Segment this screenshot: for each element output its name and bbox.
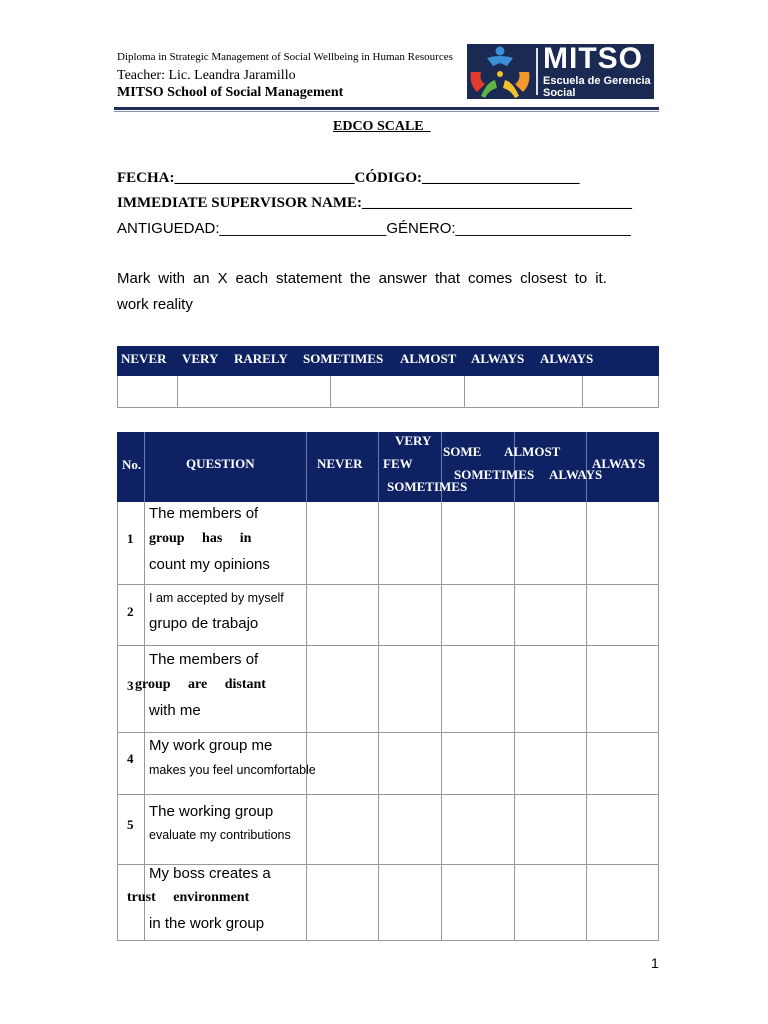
scale-label-almost: ALMOST (400, 351, 457, 366)
header-sometimes: SOMETIMES (387, 479, 468, 494)
logo-subtitle-2: Social (543, 87, 576, 99)
logo-name: MITSO (543, 42, 643, 75)
header-some: SOME (443, 444, 482, 459)
question-text: group are distant (135, 677, 266, 692)
header-always: ALWAYS (592, 456, 646, 471)
instructions-line-2: work reality (117, 296, 193, 313)
row-number: 2 (127, 604, 134, 619)
question-text: grupo de trabajo (149, 615, 259, 632)
question-text: trust environment (127, 890, 250, 905)
question-text: My work group me (149, 737, 273, 754)
scale-label-never: NEVER (121, 351, 167, 366)
people-logo-icon (467, 44, 533, 99)
seniority-gender-field[interactable]: ANTIGUEDAD:____________________GÉNERO:_____________________ (117, 220, 631, 237)
question-text: makes you feel uncomfortable (149, 763, 316, 777)
page-title: EDCO SCALE (333, 119, 424, 134)
header-very: VERY (395, 433, 432, 448)
question-text: The members of (149, 505, 259, 522)
logo-subtitle-1: Escuela de Gerencia (543, 75, 651, 87)
scale-table (117, 346, 659, 408)
mitso-logo (467, 44, 654, 99)
header-no: No. (122, 457, 142, 472)
row-number: 1 (127, 531, 134, 546)
question-text: I am accepted by myself (149, 591, 284, 605)
question-table-header (117, 432, 659, 502)
row-number: 4 (127, 751, 134, 766)
scale-label-rarely: RARELY (234, 351, 288, 366)
supervisor-field[interactable]: IMMEDIATE SUPERVISOR NAME:____________________________________ (117, 195, 633, 211)
question-text: The members of (149, 651, 259, 668)
scale-label-always-2: ALWAYS (540, 351, 594, 366)
header-always-sub: ALWAYS (549, 467, 603, 482)
header-few: FEW (383, 456, 413, 471)
header-almost: ALMOST (504, 444, 561, 459)
row-number: 5 (127, 817, 134, 832)
header-rule-thin (114, 111, 659, 112)
logo-divider (536, 48, 538, 95)
question-text: My boss creates a (149, 865, 271, 882)
school-name: MITSO School of Social Management (117, 85, 344, 100)
question-text: evaluate my contributions (149, 828, 291, 842)
course-title: Diploma in Strategic Management of Social Wellbeing in Human Resources (117, 51, 453, 63)
header-never: NEVER (317, 456, 363, 471)
scale-label-sometimes: SOMETIMES (303, 351, 384, 366)
scale-label-always-1: ALWAYS (471, 351, 525, 366)
question-text: The working group (149, 803, 274, 820)
question-table (117, 432, 659, 941)
page-number: 1 (651, 955, 659, 971)
table-row[interactable] (117, 502, 659, 585)
table-row[interactable] (117, 865, 659, 941)
scale-label-very: VERY (182, 351, 219, 366)
teacher-line: Teacher: Lic. Leandra Jaramillo (117, 68, 296, 83)
row-number: 3 (127, 678, 134, 693)
scale-answer-row[interactable] (117, 376, 659, 408)
date-code-field[interactable]: FECHA:________________________CÓDIGO:_____________________ (117, 170, 580, 186)
question-text: in the work group (149, 915, 265, 932)
table-row[interactable] (117, 646, 659, 733)
header-sometimes-2: SOMETIMES (454, 467, 535, 482)
question-text: group has in (149, 531, 252, 546)
table-row[interactable] (117, 733, 659, 795)
question-text: count my opinions (149, 556, 270, 573)
table-row[interactable] (117, 795, 659, 865)
table-row[interactable] (117, 585, 659, 646)
instructions-line-1: Mark with an X each statement the answer that comes closest to it. (117, 270, 607, 287)
question-text: with me (149, 702, 201, 719)
scale-header-row (117, 346, 659, 376)
header-rule (114, 107, 659, 110)
header-question: QUESTION (186, 456, 255, 471)
